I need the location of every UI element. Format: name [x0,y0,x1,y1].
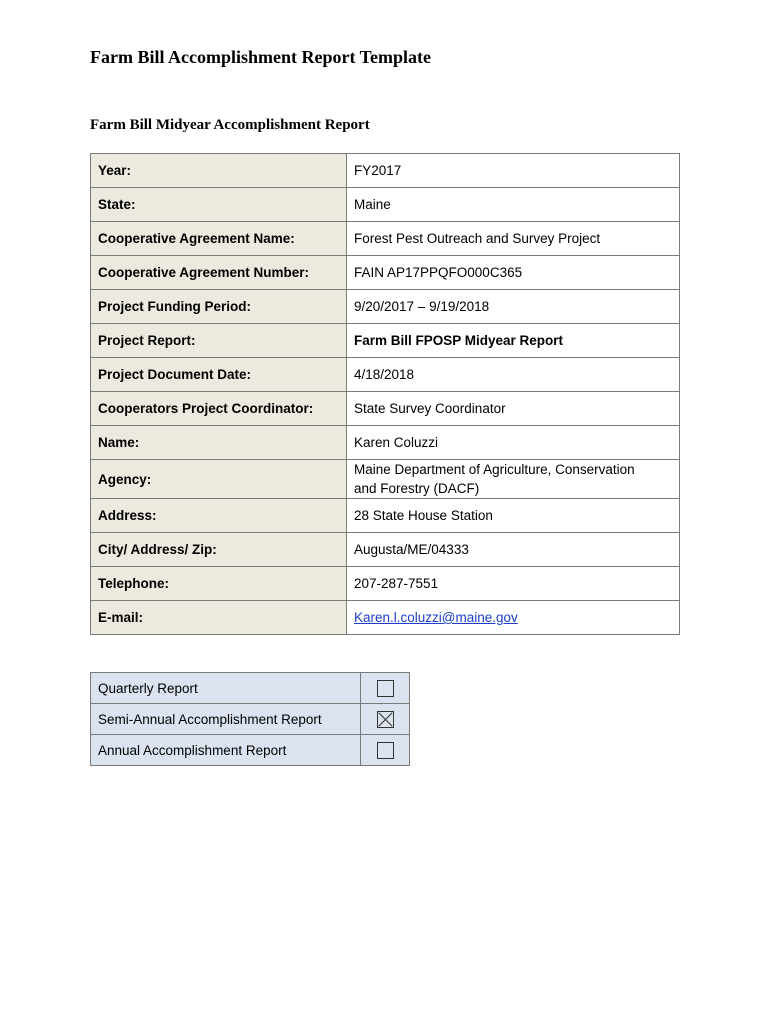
row-label-address: Address: [91,499,347,533]
row-value-project-report: Farm Bill FPOSP Midyear Report [347,324,680,358]
report-type-row [91,673,410,704]
row-label-document-date: Project Document Date: [91,358,347,392]
table-row [91,188,680,222]
row-label-state: State: [91,188,347,222]
row-value-agreement-number: FAIN AP17PPQFO000C365 [347,256,680,290]
agency-line-2: and Forestry (DACF) [354,481,480,496]
row-value-address: 28 State House Station [347,499,680,533]
table-row [91,499,680,533]
row-label-year: Year: [91,154,347,188]
report-subtitle: Farm Bill Midyear Accomplishment Report [90,117,370,133]
quarterly-checkbox[interactable] [377,680,394,697]
row-value-email [347,601,680,635]
row-value-telephone: 207-287-7551 [347,567,680,601]
report-type-row [91,704,410,735]
table-row [91,533,680,567]
row-value-agency [347,460,680,499]
report-info-table [90,153,680,635]
row-value-name: Karen Coluzzi [347,426,680,460]
table-row [91,222,680,256]
row-label-funding-period: Project Funding Period: [91,290,347,324]
report-type-table [90,672,410,766]
report-type-label: Quarterly Report [91,673,361,704]
row-label-city-zip: City/ Address/ Zip: [91,533,347,567]
row-value-agreement-name: Forest Pest Outreach and Survey Project [347,222,680,256]
row-value-city-zip: Augusta/ME/04333 [347,533,680,567]
row-label-project-report: Project Report: [91,324,347,358]
report-type-label: Semi-Annual Accomplishment Report [91,704,361,735]
annual-checkbox[interactable] [377,742,394,759]
semi-annual-checkbox[interactable] [377,711,394,728]
table-row [91,256,680,290]
row-label-agreement-name: Cooperative Agreement Name: [91,222,347,256]
row-label-agreement-number: Cooperative Agreement Number: [91,256,347,290]
report-type-row [91,735,410,766]
table-row [91,567,680,601]
row-value-state: Maine [347,188,680,222]
row-label-email: E-mail: [91,601,347,635]
row-value-funding-period: 9/20/2017 – 9/19/2018 [347,290,680,324]
row-label-coordinator: Cooperators Project Coordinator: [91,392,347,426]
table-row [91,460,680,499]
report-type-label: Annual Accomplishment Report [91,735,361,766]
row-value-document-date: 4/18/2018 [347,358,680,392]
document-title: Farm Bill Accomplishment Report Template [90,47,431,67]
agency-line-1: Maine Department of Agriculture, Conservation [354,462,635,477]
row-value-year: FY2017 [347,154,680,188]
table-row [91,426,680,460]
row-label-telephone: Telephone: [91,567,347,601]
row-label-name: Name: [91,426,347,460]
row-label-agency: Agency: [91,460,347,499]
table-row [91,392,680,426]
table-row [91,358,680,392]
table-row [91,324,680,358]
table-row [91,290,680,324]
table-row [91,154,680,188]
table-row [91,601,680,635]
email-link[interactable]: Karen.l.coluzzi@maine.gov [354,610,518,625]
row-value-coordinator: State Survey Coordinator [347,392,680,426]
